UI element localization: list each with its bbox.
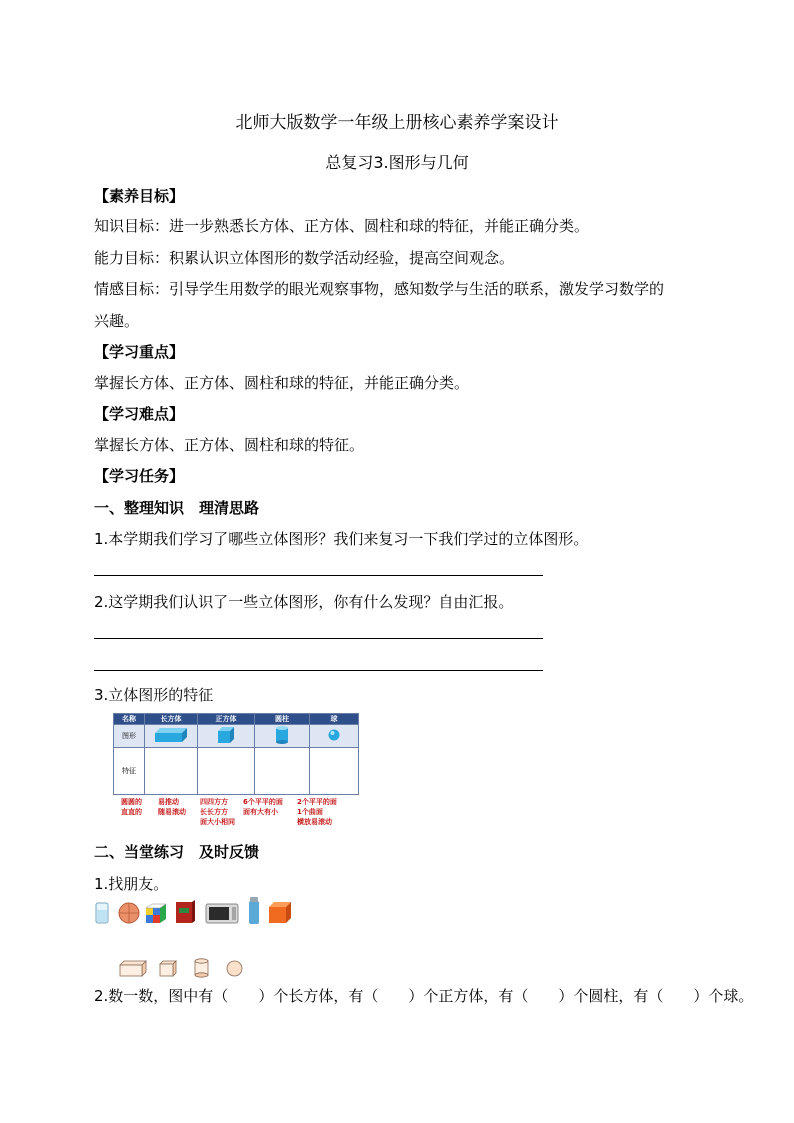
feature-note: 圆圆的 直直的 <box>121 798 142 816</box>
feature-note: 6个平平的面 面有大有小 <box>243 798 283 816</box>
answer-line <box>94 575 543 576</box>
key-heading: 【学习重点】 <box>94 343 185 361</box>
part2-question2: 2.数一数，图中有（ ）个长方体，有（ ）个正方体，有（ ）个圆柱，有（ ）个球。 <box>94 987 754 1005</box>
table-cell <box>310 748 359 795</box>
part1-question3: 3.立体图形的特征 <box>94 686 214 704</box>
part2-heading: 二、当堂练习 及时反馈 <box>94 843 260 861</box>
key-text: 掌握长方体、正方体、圆柱和球的特征，并能正确分类。 <box>94 374 470 392</box>
dictionary-icon <box>174 900 196 924</box>
basketball-icon <box>118 902 140 924</box>
table-header-row <box>114 714 359 725</box>
table-header-cell: 长方体 <box>145 714 198 725</box>
microwave-icon <box>205 903 239 924</box>
cube-icon <box>198 725 255 748</box>
table-row <box>114 725 359 748</box>
table-row <box>114 748 359 795</box>
table-cell <box>145 748 198 795</box>
difficulty-text: 掌握长方体、正方体、圆柱和球的特征。 <box>94 436 365 454</box>
difficulty-heading: 【学习难点】 <box>94 405 185 423</box>
rubiks-cube-icon <box>145 903 167 924</box>
cylinder-outline-icon <box>194 958 209 978</box>
sphere-icon <box>310 725 359 748</box>
table-header-cell: 名称 <box>114 714 145 725</box>
goal-ability: 能力目标：积累认识立体图形的数学活动经验，提高空间观念。 <box>94 249 515 267</box>
doc-title: 北师大版数学一年级上册核心素养学案设计 <box>235 113 559 133</box>
goal-emotion-line2: 兴趣。 <box>94 312 140 330</box>
answer-line <box>94 638 543 639</box>
cuboid-icon <box>145 725 198 748</box>
doc-subtitle: 总复习3.图形与几何 <box>325 153 469 172</box>
part1-question2: 2.这学期我们认识了一些立体图形，你有什么发现？自由汇报。 <box>94 593 514 611</box>
feature-note: 易推动 随易滚动 <box>158 798 186 816</box>
glass-icon <box>95 902 109 924</box>
tasks-heading: 【学习任务】 <box>94 467 185 485</box>
goal-knowledge: 知识目标：进一步熟悉长方体、正方体、圆柱和球的特征，并能正确分类。 <box>94 217 590 235</box>
row-label: 图形 <box>114 725 145 748</box>
cube-outline-icon <box>159 960 177 977</box>
table-header-cell: 正方体 <box>198 714 255 725</box>
orange-box-icon <box>268 901 292 924</box>
feature-note: 2个平平的面 1个曲面 横放易滚动 <box>297 798 337 826</box>
table-header-cell: 球 <box>310 714 359 725</box>
part2-question1: 1.找朋友。 <box>94 875 169 893</box>
thermos-icon <box>248 897 260 925</box>
feature-note: 四四方方 长长方方 面大小相同 <box>200 798 235 826</box>
part1-question1: 1.本学期我们学习了哪些立体图形？我们来复习一下我们学过的立体图形。 <box>94 530 589 548</box>
features-table <box>113 713 359 795</box>
goals-heading: 【素养目标】 <box>94 187 185 205</box>
part1-heading: 一、整理知识 理清思路 <box>94 499 260 517</box>
answer-line <box>94 670 543 671</box>
table-cell <box>255 748 310 795</box>
table-header-cell: 圆柱 <box>255 714 310 725</box>
goal-emotion-line1: 情感目标：引导学生用数学的眼光观察事物，感知数学与生活的联系，激发学习数学的 <box>94 280 665 298</box>
sphere-outline-icon <box>226 960 243 977</box>
cylinder-icon <box>255 725 310 748</box>
row-label: 特征 <box>114 748 145 795</box>
cuboid-outline-icon <box>119 960 147 977</box>
table-cell <box>198 748 255 795</box>
